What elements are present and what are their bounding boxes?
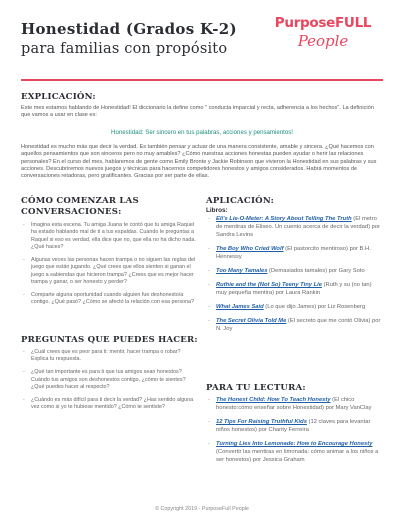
article-item [206, 418, 383, 434]
book-link[interactable]: Too Many Tamales [216, 268, 268, 275]
list-item: - ¿Cuándo es más difícil para ti decir la verdad? ¿Has sentido alguna vez como si yo te hubiese mentido? ¿Cómo te sentiste? [21, 397, 198, 412]
conversaciones-heading-line2: CONVERSACIONES: [21, 207, 122, 217]
book-item [206, 303, 383, 311]
page-header [21, 14, 383, 74]
aplicacion-heading: APLICACIÓN: [206, 196, 274, 206]
list-item: - Comparte alguna oportunidad cuando alguien fue deshonesto/a contigo. ¿Qué pasó? ¿Cómo se afectó la relación con esa persona? [21, 292, 198, 307]
book-description: (Ruth y su (no tan) muy pequeña mentira) por Laura Rankin [216, 281, 372, 297]
page-subtitle: para familias con propósito [21, 41, 228, 57]
book-item [206, 215, 383, 239]
lectura-list [206, 396, 383, 470]
article-item [206, 440, 383, 464]
list-item: - Imagina esta escena. Tu amiga Juana te contó que tu amiga Raquel ha estado hablando mal de ti a tus espaldas. Cuando le preguntas a Raquel si eso es verdad, ella dice que no, que ella no ha dicho nada. ¿Qué haces? [21, 222, 198, 251]
article-link[interactable]: The Honest Child: How To Teach Honesty [216, 397, 331, 403]
book-item [206, 245, 383, 261]
preguntas-heading: PREGUNTAS QUE PUEDES HACER: [21, 335, 198, 345]
book-link[interactable]: Eli's Lie-O-Meter: A Story About Telling The Truth [216, 216, 352, 222]
article-description: (12 claves para levantar niños honestos) por Charity Ferreira [216, 418, 371, 434]
list-item: - ¿Cuál crees que es peor para ti: mentir, hacer trampa o robar? Explica tu respuesta. [21, 349, 198, 364]
header-divider [21, 79, 383, 81]
copyright-footer: © Copyright 2019 - PurposeFull People [155, 506, 249, 512]
list-item: - Algunas veces las personas hacen trampa o no siguen las reglas del juego que están jugando. ¿Qué crees que ellos sienten si ganan el juego a sabiendas que hicieron trampa? ¿Crees que es mejor hacer trampa y ganar, o ser honesto y perder? [21, 257, 198, 286]
conversaciones-list [21, 222, 198, 312]
book-item [206, 281, 383, 297]
explicacion-body: Honestidad es mucho más que decir la verdad. Es también pensar y actuar de una manera consistente, amable y sincera. ¿Qué hacemos con aquellos pensamientos que son sinceros pero no muy amables? ¿Cómo nuestras acciones honestas pueden ayudar o herir las relaciones personales? En el curso del mes, hablaremos de gente como Emily Bronte y Jackie Robinson que vivieron la Honestidad en sus palabras y sus acciones. Descubriremos nuevos juegos y técnicas para hacernos competidores honestos y amigos considerados. Habrá momentos de conversaciones retadoras, pero gratificantes. Gracias por ser parte de ellas. [21, 144, 377, 180]
explicacion-intro: Este mes estamos hablando de Honestidad! El diccionario la define como " conducta imparcial y recta, adherencia a los hechos". La definición que vamos a usar en clase es: [21, 105, 374, 119]
book-link[interactable]: What James Said [216, 303, 264, 310]
book-description: (Demasiados tamales) por Gary Soto [267, 268, 365, 275]
logo-text-bottom: People [297, 32, 349, 50]
page-title: Honestidad (Grados K-2) [21, 20, 237, 38]
book-link[interactable]: The Boy Who Cried Wolf [216, 246, 284, 253]
honestidad-definition: Honestidad: Ser sincero en tus palabras, acciones y pensamientos! [111, 129, 293, 136]
article-description: (Convertir las mentiras en limonada: cómo animar a los niños a ser honestos) por Jessica Graham [216, 449, 379, 464]
libros-label: Libros: [206, 207, 228, 214]
article-link[interactable]: 12 Tips For Raising Truthful Kids [216, 418, 307, 425]
book-description: (El metro de mentiras de Eliseo. Un cuento acerca de decir la verdad) por Sandra Levins [216, 216, 381, 239]
book-description: (El pastorcito mentiroso) por B.H. Hennessy [216, 246, 371, 261]
books-list [206, 215, 383, 339]
book-item [206, 267, 383, 275]
book-item [206, 317, 383, 333]
article-description: (El chico honesto:cómo enseñar sobre Honestidad) por Mary VanClay [216, 397, 372, 412]
conversaciones-heading-line1: CÓMO COMENZAR LAS [21, 196, 139, 206]
book-link[interactable]: The Secret Olivia Told Me [216, 317, 287, 324]
conversaciones-heading [21, 196, 139, 218]
preguntas-list [21, 349, 198, 417]
lectura-heading: PARA TU LECTURA: [206, 383, 306, 393]
article-link[interactable]: Turning Lies Into Lemonade: How to Encourage Honesty [216, 440, 373, 447]
purposefull-people-logo [267, 14, 379, 60]
explicacion-heading: EXPLICACIÓN: [21, 92, 96, 102]
book-link[interactable]: Ruthie and the (Not So) Teeny Tiny Lie [216, 281, 322, 288]
logo-text-top: PurposeFULL [274, 15, 372, 31]
article-item [206, 396, 383, 412]
book-description: (El secreto que me contó Olivia) por N. Joy [216, 317, 381, 332]
book-description: (Lo que dijo James) por Liz Rosenberg [263, 303, 366, 310]
list-item: - ¿Qué tan importante es para ti que tus amigos sean honestos? Cuándo tus amigos son deshonestos contigo, ¿cómo te sientes? ¿Qué puedes hacer al respecto? [21, 369, 198, 391]
